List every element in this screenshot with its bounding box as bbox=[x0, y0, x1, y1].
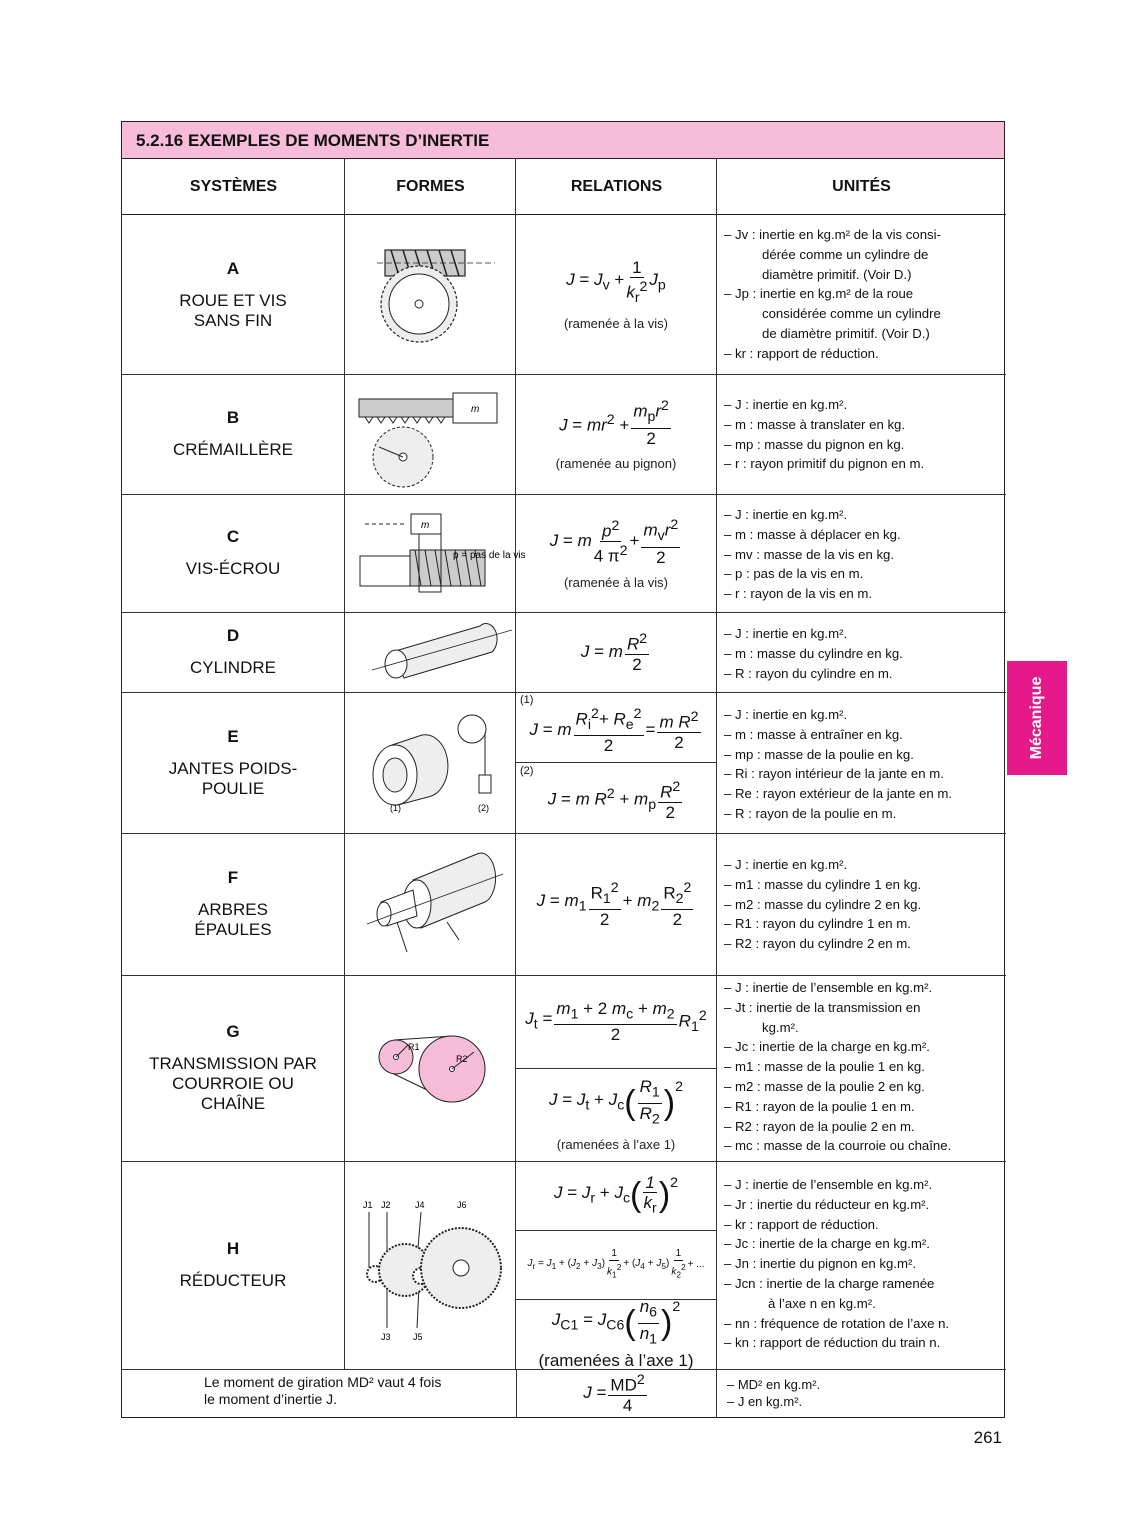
row-f-relation: $J = m_1$ $\frac{R_1^2}{2}$ + $m_2$ $\frac{R_2^2}{2}$ bbox=[536, 879, 692, 930]
row-b-units: – J : inertie en kg.m². – m : masse à translater en kg. – mp : masse du pignon en kg. – r : rayon primitif du pignon en m. bbox=[724, 397, 925, 472]
reducer-figure bbox=[357, 1190, 507, 1350]
section-tab: Mécanique bbox=[1007, 661, 1067, 775]
formula-a: $J = J_v$ + $\frac{1}{k_r^2}$ $J_p$ bbox=[566, 257, 666, 307]
row-d-system: D CYLINDRE bbox=[190, 626, 276, 677]
section-title: 5.2.16 EXEMPLES DE MOMENTS D’INERTIE bbox=[122, 122, 1004, 159]
row-e-system: E JANTES POIDS-POULIE bbox=[168, 726, 298, 798]
footer-units: – MD² en kg.m². – J en kg.m². bbox=[727, 1377, 821, 1409]
row-h-units: – J : inertie de l’ensemble en kg.m². – Jr : inertie du réducteur en kg.m². – kr : rapport de réduction. – Jc : inertie de la charge en kg.m². – Jn : inertie du pignon en kg.m². – Jcn : inertie de la charge ramenée à l’axe n en kg.m². – nn : fréquence de rotation de l’axe n. – kn : rapport de réduction du train n. bbox=[724, 1177, 950, 1351]
row-f-system: F ARBRES ÉPAULES bbox=[194, 868, 272, 939]
row-g-relation-2: $J = J_t + J_c$ ( $\frac{R_1}{R_2}$ ) $^2$ (ramenées à l’axe 1) bbox=[549, 1077, 683, 1152]
header-formes: FORMES bbox=[345, 159, 516, 215]
worm-gear-figure bbox=[377, 240, 497, 350]
header-unites: UNITÉS bbox=[717, 159, 1006, 215]
svg-text:J5: J5 bbox=[413, 1332, 423, 1342]
row-f-units: – J : inertie en kg.m². – m1 : masse du cylindre 1 en kg. – m2 : masse du cylindre 2 en kg. – R1 : rayon du cylindre 1 en m. – R2 : rayon du cylindre 2 en m. bbox=[724, 857, 922, 952]
svg-text:J3: J3 bbox=[381, 1332, 391, 1342]
row-e-units: – J : inertie en kg.m². – m : masse à entraîner en kg. – mp : masse de la poulie en kg. – Ri : rayon intérieur de la jante en m. – Re : rayon extérieur de la jante en m. – R : rayon de la poulie en m. bbox=[724, 707, 952, 821]
row-b-system: B CRÉMAILLÈRE bbox=[173, 408, 293, 459]
page-number: 261 bbox=[973, 1428, 1002, 1447]
row-g-relation-1: $J_t$ = $\frac{m_1 + 2 m_c + m_2}{2}$ $R_1^2$ bbox=[525, 998, 707, 1045]
row-a-relation: $J = J_v$ + $\frac{1}{k_r^2}$ $J_p$ (ramenée à la vis) bbox=[563, 257, 669, 332]
row-h-system: H RÉDUCTEUR bbox=[179, 1239, 287, 1290]
inertia-table: 5.2.16 EXEMPLES DE MOMENTS D’INERTIE SYSTÈMES FORMES RELATIONS UNITÉS A ROUE ET VIS SANS FIN $J = J_v$ + $\frac{1}{k_r^2}$ $J_p$ (ramenée à la vis) – Jv : inertie en kg.m² de la vis consi- dérée comme un cylindre de diamètre primitif. (Voir D.) – Jp : inertie en kg.m² de la roue considérée comme un cylindre de diamètre primitif. (Voir D.) – kr : rapport de réduction. B CRÉMAILLÈRE m $J = mr^2$ + $\frac{m_pr^2}{2}$ (ramenée au pignon) – J : inertie en kg.m². – m : masse à translater en kg. – mp : masse du pignon en kg. – r : rayon primitif du pignon en m. C VIS-ÉCROU m p = pas de la vis J = m $\frac{p^2}{4 \pi^2}$ + $\frac{m_vr^2}{2}$ (ramenée à la vis) – J : inertie en kg.m². – m : masse à déplacer en kg. – mv : masse de la vis en kg. – p : pas de la vis en m. – r : rayon de la vis en m. D CYLINDRE J = m $\frac{R^2}{2}$ – J : inertie en kg.m². – m : masse du cylindre en kg. – R : rayon du cylindre en m. E JANTES POIDS-POULIE (1) (2) (1) J = m $\frac{R_i^2+ R_e^2}{2}$ = $\frac{m R^2}{2}$ (2) J = m $R^2 + m_p$ $\frac{R^2}{2}$ – J : inertie en kg.m². – m : masse à entraîner en kg. – mp : masse de la poulie en kg. – Ri : rayon intérieur de la jante en m. – Re : rayon extérieur de la jante en m. – R : rayon de la poulie en m. F ARBRES ÉPAULES $J = m_1$ $\frac{R_1^2}{2}$ + $m_2$ $\frac{R_2^2}{2}$ – J : inertie en kg.m². – m1 : masse du cylindre 1 en kg. – m2 : masse du cylindre 2 en kg. – R1 : rayon du cylindre 1 en m. – R2 : rayon du cylindre 2 en m. G TRANSMISSION PAR COURROIE OU CHAÎNE R1 R2 $J_t$ = $\frac{m_1 + 2 m_c + m_2}{2}$ $R_1^2$ $J = J_t + J_c$ ( $\frac{R_1}{R_2}$ ) $^2$ (ramenées à l’axe 1) – J : inertie de l’ensemble en kg.m². – Jt : inertie de la transmission en kg.m². – Jc : inertie de la charge en kg.m². – m1 : masse de la poulie 1 en kg. – m2 : masse de la poulie 2 en kg. – R1 : rayon de la poulie 1 en m. – R2 : rayon de la poulie 2 en m. – mc : masse de la courroie ou chaîne. H RÉDUCTEUR J1 J2 J4 J6 J3 J5 $J = J_r + J_c$ ( $\frac{1}{k_r}$ ) $^2$ $J_r = J_1 + (J_2 + J_3)$ $\frac{1}{k_1^2}$ + $(J_4 + J_5)$ $\frac{1}{k_2^2}$ + ... $J_{C1} = J_{C6}$ ( $\frac{n_6}{n_1}$ ) $^2$ (ramenées à l’axe 1) – J : inertie de l’ensemble en kg.m². – Jr : inertie du réducteur en kg.m². – kr : rapport de réduction. – Jc : inertie de la charge en kg.m². – Jn : inertie du pignon en kg.m². – Jcn : inertie de la charge ramenée à l’axe n en kg.m². – nn : fréquence de rotation de l’axe n. – kn : rapport de réduction du train n. Le moment de giration MD² vaut 4 fois le moment d’inertie J. J = $\frac{MD^2}{4}$ – MD² en kg.m². – J en kg.m². bbox=[121, 121, 1005, 1418]
header-relations: RELATIONS bbox=[516, 159, 717, 215]
row-d-units: – J : inertie en kg.m². – m : masse du cylindre en kg. – R : rayon du cylindre en m. bbox=[724, 626, 903, 681]
footer-note: Le moment de giration MD² vaut 4 fois le moment d’inertie J. bbox=[204, 1374, 442, 1407]
svg-text:J6: J6 bbox=[457, 1200, 467, 1210]
row-d-relation: J = m $\frac{R^2}{2}$ bbox=[580, 631, 648, 674]
screw-nut-figure bbox=[355, 510, 526, 600]
stepped-shaft-figure bbox=[367, 844, 507, 962]
svg-text:J4: J4 bbox=[415, 1200, 425, 1210]
cylinder-figure bbox=[372, 618, 512, 686]
svg-text:(2): (2) bbox=[478, 803, 489, 813]
row-h-relation-1: $J = J_r + J_c$ ( $\frac{1}{k_r}$ ) $^2$ bbox=[553, 1172, 679, 1217]
row-c-units: – J : inertie en kg.m². – m : masse à déplacer en kg. – mv : masse de la vis en kg. – p : pas de la vis en m. – r : rayon de la vis en m. bbox=[724, 507, 901, 602]
row-c-system: C VIS-ÉCROU bbox=[185, 527, 281, 578]
row-h-relation-2: $J_r = J_1 + (J_2 + J_3)$ $\frac{1}{k_1^2}$ + $(J_4 + J_5)$ $\frac{1}{k_2^2}$ + ... bbox=[527, 1248, 705, 1280]
column-divider bbox=[716, 159, 717, 1417]
rack-figure bbox=[355, 387, 505, 482]
row-a-units: – Jv : inertie en kg.m² de la vis consi- dérée comme un cylindre de diamètre primitif. (Voir D.) – Jp : inertie en kg.m² de la roue considérée comme un cylindre de diamètre primitif. (Voir D.) – kr : rapport de réduction. bbox=[724, 227, 941, 361]
svg-text:p = pas de la vis: p = pas de la vis bbox=[453, 550, 526, 561]
header-systemes: SYSTÈMES bbox=[122, 159, 345, 215]
row-e-relation-1: J = m $\frac{R_i^2+ R_e^2}{2}$ = $\frac{m R^2}{2}$ bbox=[529, 705, 699, 756]
row-g-system: G TRANSMISSION PAR COURROIE OU CHAÎNE bbox=[149, 1022, 317, 1113]
svg-text:J1: J1 bbox=[363, 1200, 373, 1210]
svg-text:m: m bbox=[421, 520, 430, 531]
footer-relation: J = $\frac{MD^2}{4}$ bbox=[583, 1372, 645, 1415]
belt-drive-figure bbox=[372, 1030, 502, 1110]
column-divider bbox=[344, 159, 345, 1369]
svg-text:m: m bbox=[471, 404, 480, 415]
sub-divider bbox=[516, 762, 716, 763]
svg-text:R2: R2 bbox=[456, 1054, 468, 1064]
row-b-relation: $J = mr^2$ + $\frac{m_pr^2}{2}$ (ramenée au pignon) bbox=[555, 398, 677, 471]
row-c-relation: J = m $\frac{p^2}{4 \pi^2}$ + $\frac{m_vr^2}{2}$ (ramenée à la vis) bbox=[549, 517, 679, 590]
svg-text:R1: R1 bbox=[408, 1042, 420, 1052]
rim-pulley-figure bbox=[362, 705, 502, 815]
row-e-relation-2: J = m $R^2 + m_p$ $\frac{R^2}{2}$ bbox=[547, 779, 681, 822]
svg-text:(1): (1) bbox=[390, 803, 401, 813]
row-g-units: – J : inertie de l’ensemble en kg.m². – Jt : inertie de la transmission en kg.m². – Jc : inertie de la charge en kg.m². – m1 : masse de la poulie 1 en kg. – m2 : masse de la poulie 2 en kg. – R1 : rayon de la poulie 1 en m. – R2 : rayon de la poulie 2 en m. – mc : masse de la courroie ou chaîne. bbox=[724, 980, 952, 1154]
row-a-system: A ROUE ET VIS SANS FIN bbox=[179, 258, 287, 330]
row-h-relation-3: $J_{C1} = J_{C6}$ ( $\frac{n_6}{n_1}$ ) $^2$ (ramenées à l’axe 1) bbox=[538, 1297, 694, 1370]
svg-text:J2: J2 bbox=[381, 1200, 391, 1210]
